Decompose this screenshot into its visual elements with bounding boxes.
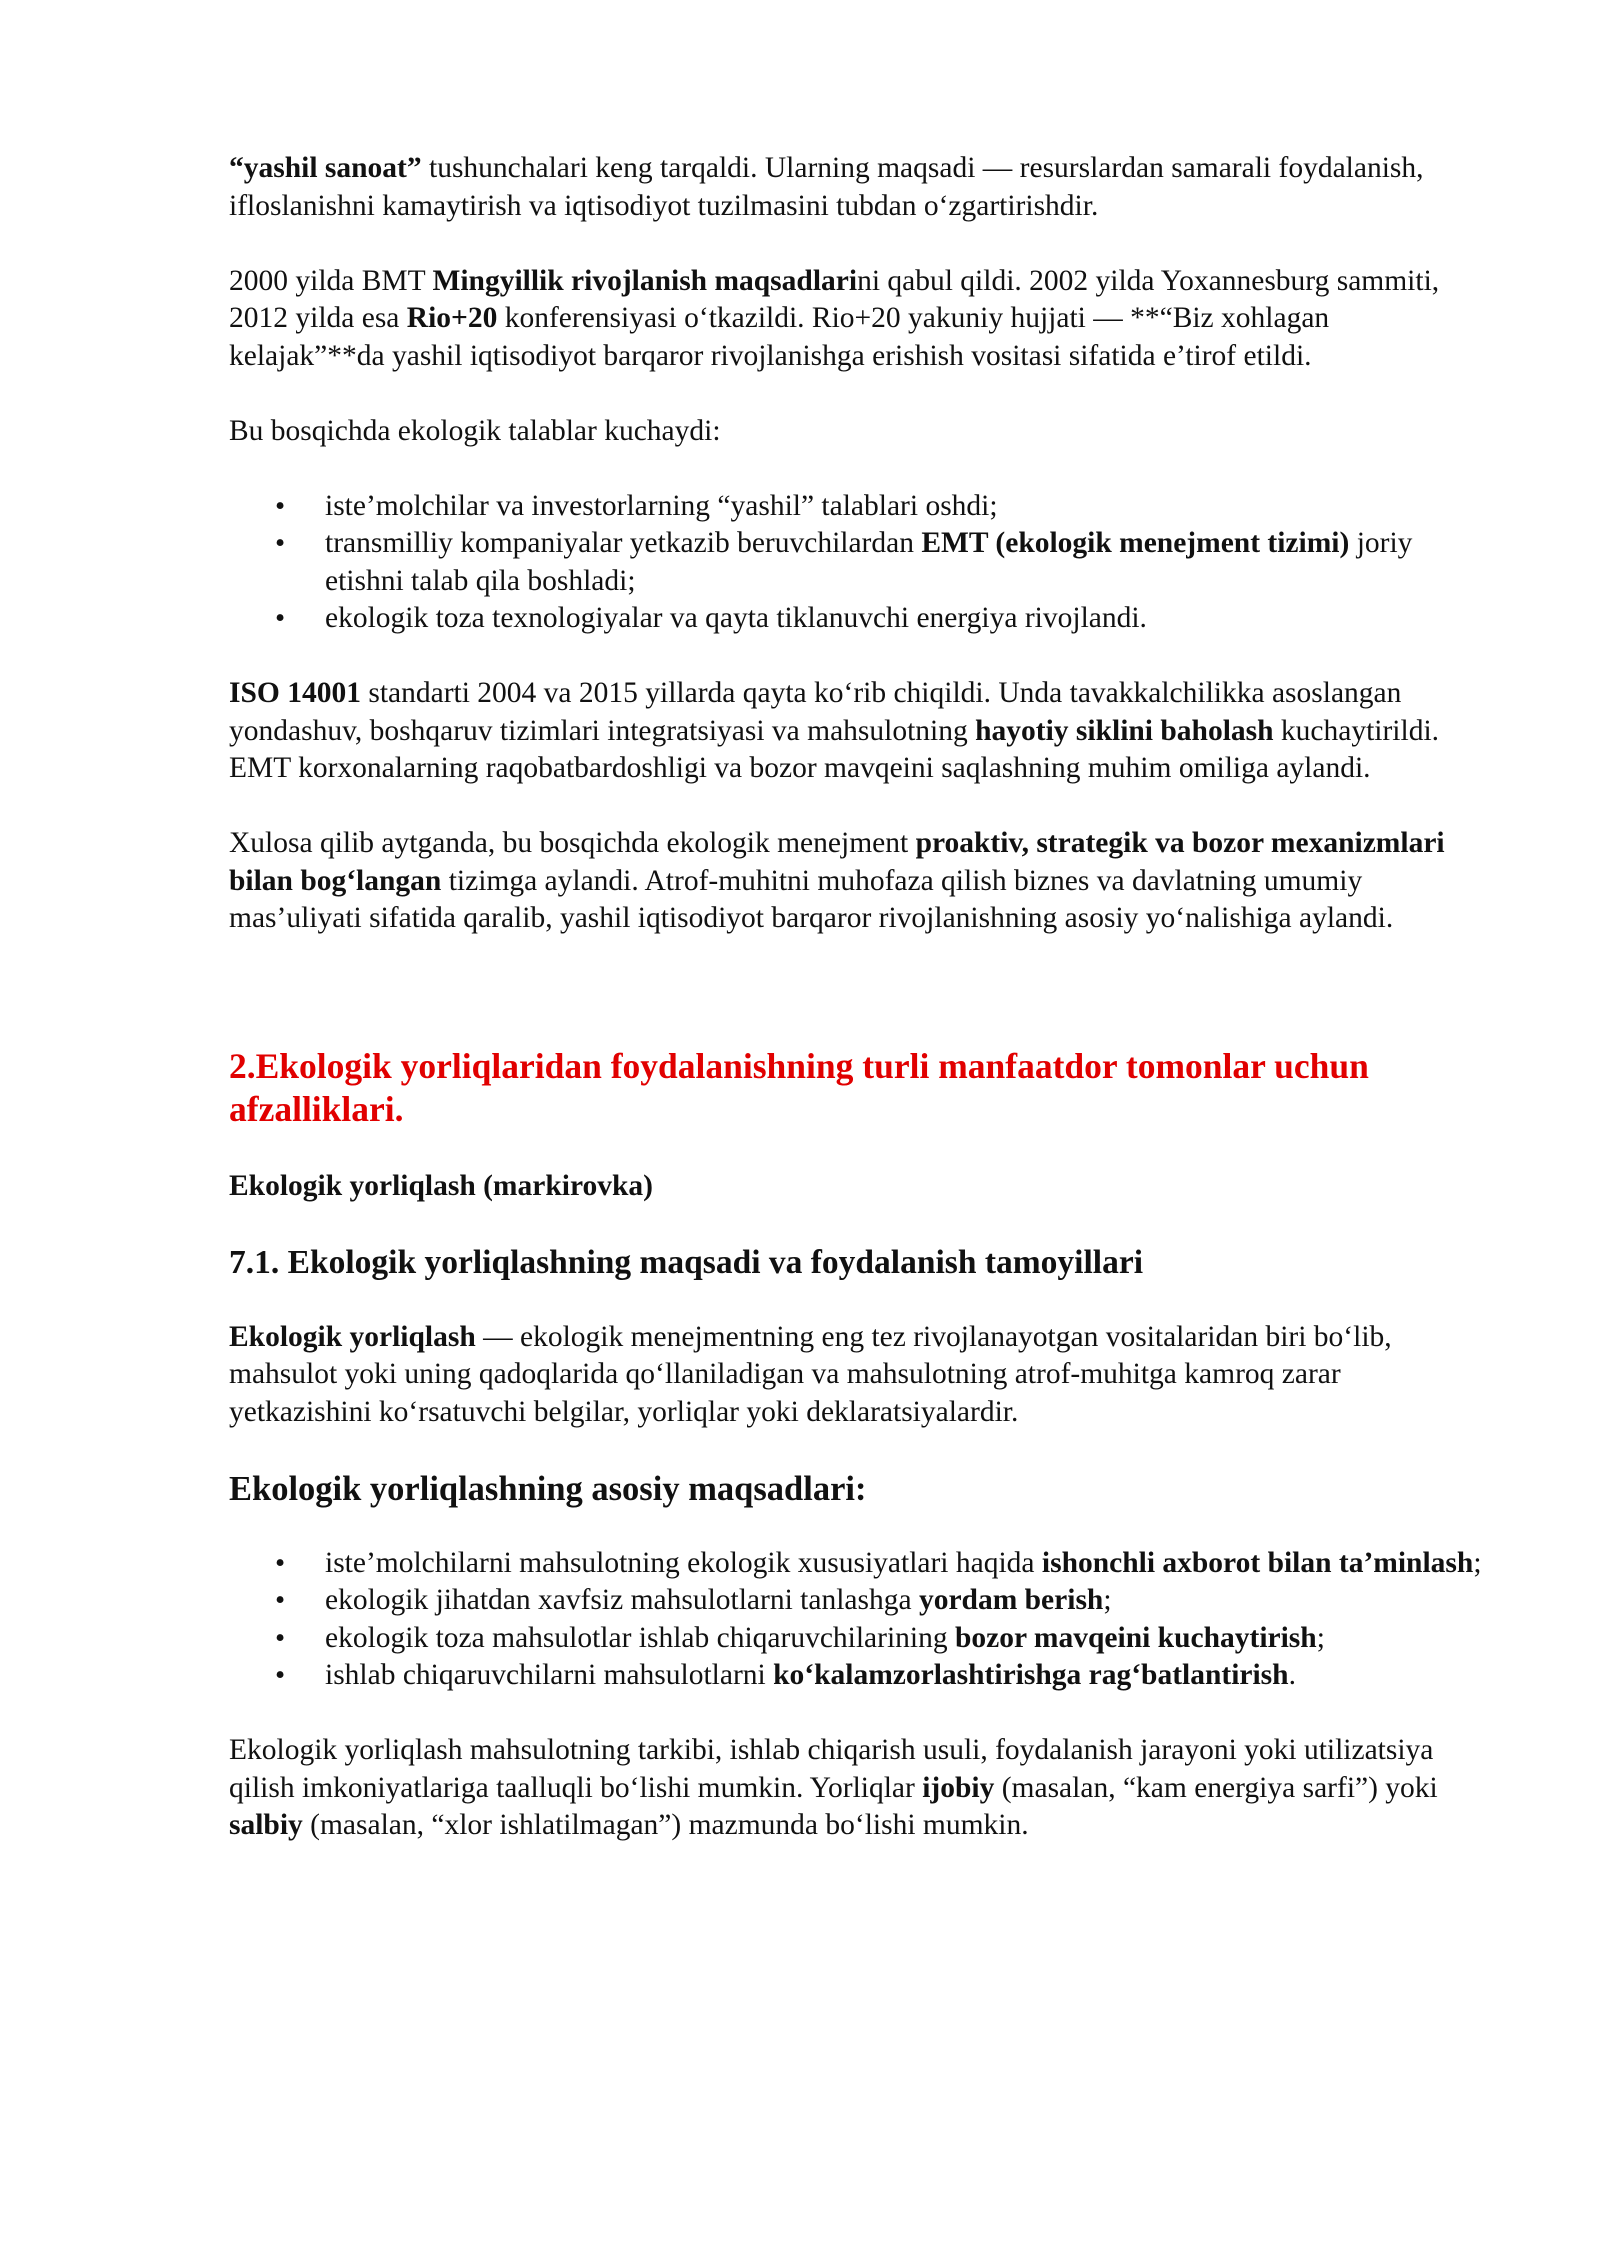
paragraph-label-types: Ekologik yorliqlash mahsulotning tarkibi, ishlab chiqarish usuli, foydalanish jarayoni yoki utilizatsiya qilish imkoniyatlariga taalluqli bo‘lishi mumkin. Yorliqlar ijobiy (masalan, “kam energiya sarfi”) yoki salbiy (masalan, “xlor ishlatilmagan”) mazmunda bo‘lishi mumkin. [229,1734,1438,1841]
heading-7-1: 7.1. Ekologik yorliqlashning maqsadi va foydalanish tamoyillari [229,1243,1144,1281]
heading-main-goals: Ekologik yorliqlashning asosiy maqsadlari: [229,1469,867,1508]
paragraph-un-goals: 2000 yilda BMT Mingyillik rivojlanish maqsadlarini qabul qildi. 2002 yilda Yoxannesburg sammiti, 2012 yilda esa Rio+20 konferensiyasi o‘tkazildi. Rio+20 yakuniy hujjati — **“Biz xohlagan kelajak”**da yashil iqtisodiyot barqaror rivojlanishga erishish vositasi sifatida e’tirof etildi. [229,264,1440,372]
subheading-eco-labeling: Ekologik yorliqlash (markirovka) [229,1169,653,1202]
list-item: • iste’molchilar va investorlarning “yashil” talablari oshdi; [325,488,1489,526]
paragraph-eco-labeling-definition: Ekologik yorliqlash — ekologik menejmentning eng tez rivojlanayotgan vositalaridan biri bo‘lib, mahsulot yoki uning qadoqlarida qo‘llaniladigan va mahsulotning atrof-muhitga kamroq zarar yetkazishini ko‘rsatuvchi belgilar, yorliqlar yoki deklaratsiyalardir. [229,1320,1392,1428]
list-item: • transmilliy kompaniyalar yetkazib beruvchilardan EMT (ekologik menejment tizimi) joriy etishni talab qila boshladi; [325,525,1489,600]
paragraph-iso-14001: ISO 14001 standarti 2004 va 2015 yillarda qayta ko‘rib chiqildi. Unda tavakkalchilikka asoslangan yondashuv, boshqaruv tizimlari integratsiyasi va mahsulotning hayotiy siklini baholash kuchaytirildi. EMT korxonalarning raqobatbardoshligi va bozor mavqeini saqlashning muhim omiliga aylandi. [229,677,1440,784]
document-body [229,150,1489,1882]
heading-section-2: 2.Ekologik yorliqlaridan foydalanishning turli manfaatdor tomonlar uchun afzalliklari. [229,1045,1369,1129]
paragraph-green-industry: “yashil sanoat” tushunchalari keng tarqaldi. Ularning maqsadi — resurslardan samarali foydalanish, ifloslanishni kamaytirish va iqtisodiyot tuzilmasini tubdan o‘zgartirishdir. [229,152,1424,222]
list-item: • ekologik jihatdan xavfsiz mahsulotlarni tanlashga yordam berish; [325,1582,1489,1620]
list-item: • ekologik toza texnologiyalar va qayta tiklanuvchi energiya rivojlandi. [325,600,1489,638]
paragraph-conclusion: Xulosa qilib aytganda, bu bosqichda ekologik menejment proaktiv, strategik va bozor mexanizmlari bilan bog‘langan tizimga aylandi. Atrof-muhitni muhofaza qilish biznes va davlatning umumiy mas’uliyati sifatida qaralib, yashil iqtisodiyot barqaror rivojlanishning asosiy yo‘nalishiga aylandi. [229,827,1445,934]
requirements-list [229,488,1489,638]
list-item: • ekologik toza mahsulotlar ishlab chiqaruvchilarining bozor mavqeini kuchaytirish; [325,1620,1489,1658]
list-item: • iste’molchilarni mahsulotning ekologik xususiyatlari haqida ishonchli axborot bilan ta’minlash; [325,1545,1489,1583]
goals-list [229,1545,1489,1695]
list-item: • ishlab chiqaruvchilarni mahsulotlarni ko‘kalamzorlashtirishga rag‘batlantirish. [325,1657,1489,1695]
paragraph-requirements-intro: Bu bosqichda ekologik talablar kuchaydi: [229,414,721,447]
